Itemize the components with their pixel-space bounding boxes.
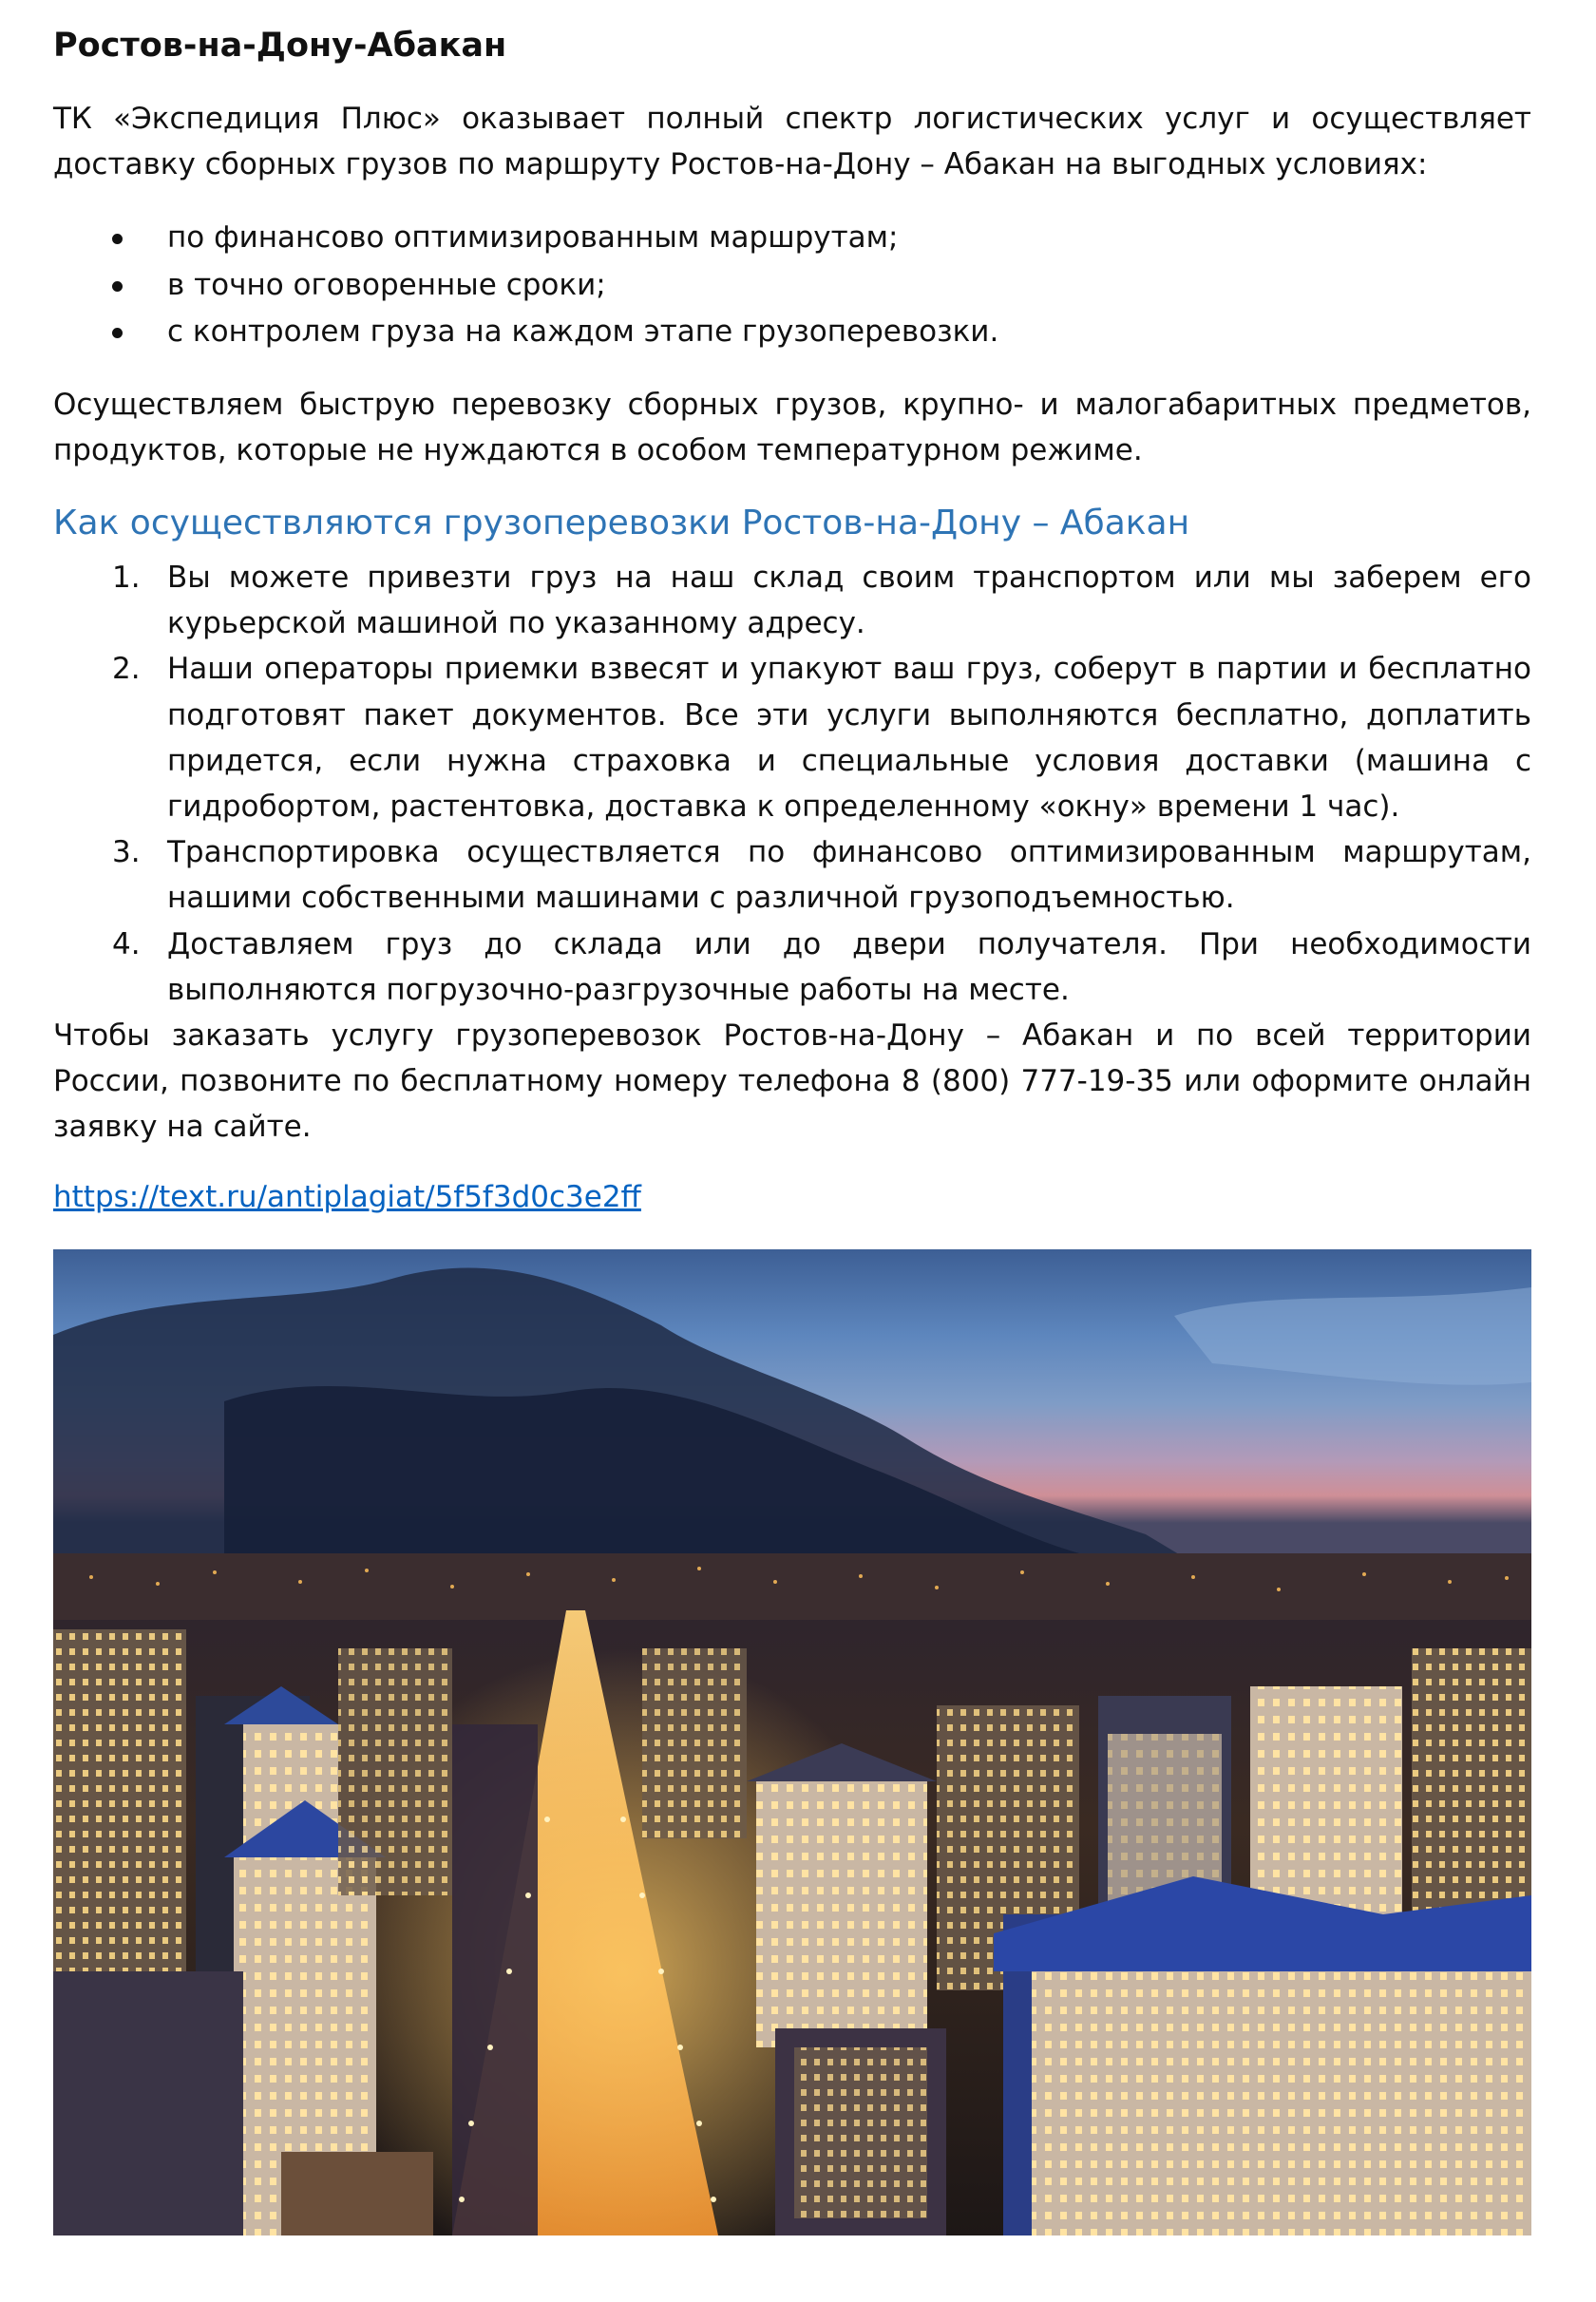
step-number: 3. xyxy=(112,835,141,870)
step-item xyxy=(53,922,1531,1013)
step-text: Вы можете привезти груз на наш склад своим транспортом или мы заберем его курьерской машиной по указанному адресу. xyxy=(167,561,1531,641)
step-number: 2. xyxy=(112,652,141,687)
closing-paragraph: Чтобы заказать услугу грузоперевозок Ростов-на-Дону – Абакан и по всей территории России, позвоните по бесплатному номеру телефона 8 (800) 777-19-35 или оформите онлайн заявку на сайте. xyxy=(53,1018,1531,1144)
list-item: в точно оговоренные сроки; xyxy=(53,262,1531,310)
step-number: 1. xyxy=(112,561,141,595)
source-link[interactable]: https://text.ru/antiplagiat/5f5f3d0c3e2ff xyxy=(53,1180,641,1214)
step-item xyxy=(53,555,1531,646)
services-paragraph: Осуществляем быструю перевозку сборных грузов, крупно- и малогабаритных предметов, продуктов, которые не нуждаются в особом температурном режиме. xyxy=(53,388,1531,467)
city-photo-illustration xyxy=(53,1249,1531,2235)
intro-paragraph: ТК «Экспедиция Плюс» оказывает полный спектр логистических услуг и осуществляет доставку сборных грузов по маршруту Ростов-на-Дону – Абакан на выгодных условиях: xyxy=(53,102,1531,181)
bullet-list xyxy=(53,215,1531,356)
list-item: с контролем груза на каждом этапе грузоперевозки. xyxy=(53,309,1531,356)
step-text: Наши операторы приемки взвесят и упакуют ваш груз, соберут в партии и бесплатно подготовят пакет документов. Все эти услуги выполняются бесплатно, доплатить придется, если нужна страховка и специальные условия доставки (машина с гидробортом, растентовка, доставка к определенному «окну» времени 1 час). xyxy=(167,652,1531,825)
steps-list xyxy=(53,555,1531,1013)
step-item xyxy=(53,829,1531,921)
city-night-photo xyxy=(53,1249,1531,2235)
bullet-icon xyxy=(112,234,123,244)
section-heading: Как осуществляются грузоперевозки Ростов-на-Дону – Абакан xyxy=(53,504,1190,542)
step-item xyxy=(53,646,1531,829)
list-item: по финансово оптимизированным маршрутам; xyxy=(53,215,1531,262)
bullet-icon xyxy=(112,281,123,292)
page-title: Ростов-на-Дону-Абакан xyxy=(53,27,507,65)
step-text: Транспортировка осуществляется по финансово оптимизированным маршрутам, нашими собственными машинами с различной грузоподъемностью. xyxy=(167,835,1531,916)
step-text: Доставляем груз до склада или до двери получателя. При необходимости выполняются погрузочно-разгрузочные работы на месте. xyxy=(167,926,1531,1007)
bullet-icon xyxy=(112,328,123,338)
step-number: 4. xyxy=(112,926,141,961)
